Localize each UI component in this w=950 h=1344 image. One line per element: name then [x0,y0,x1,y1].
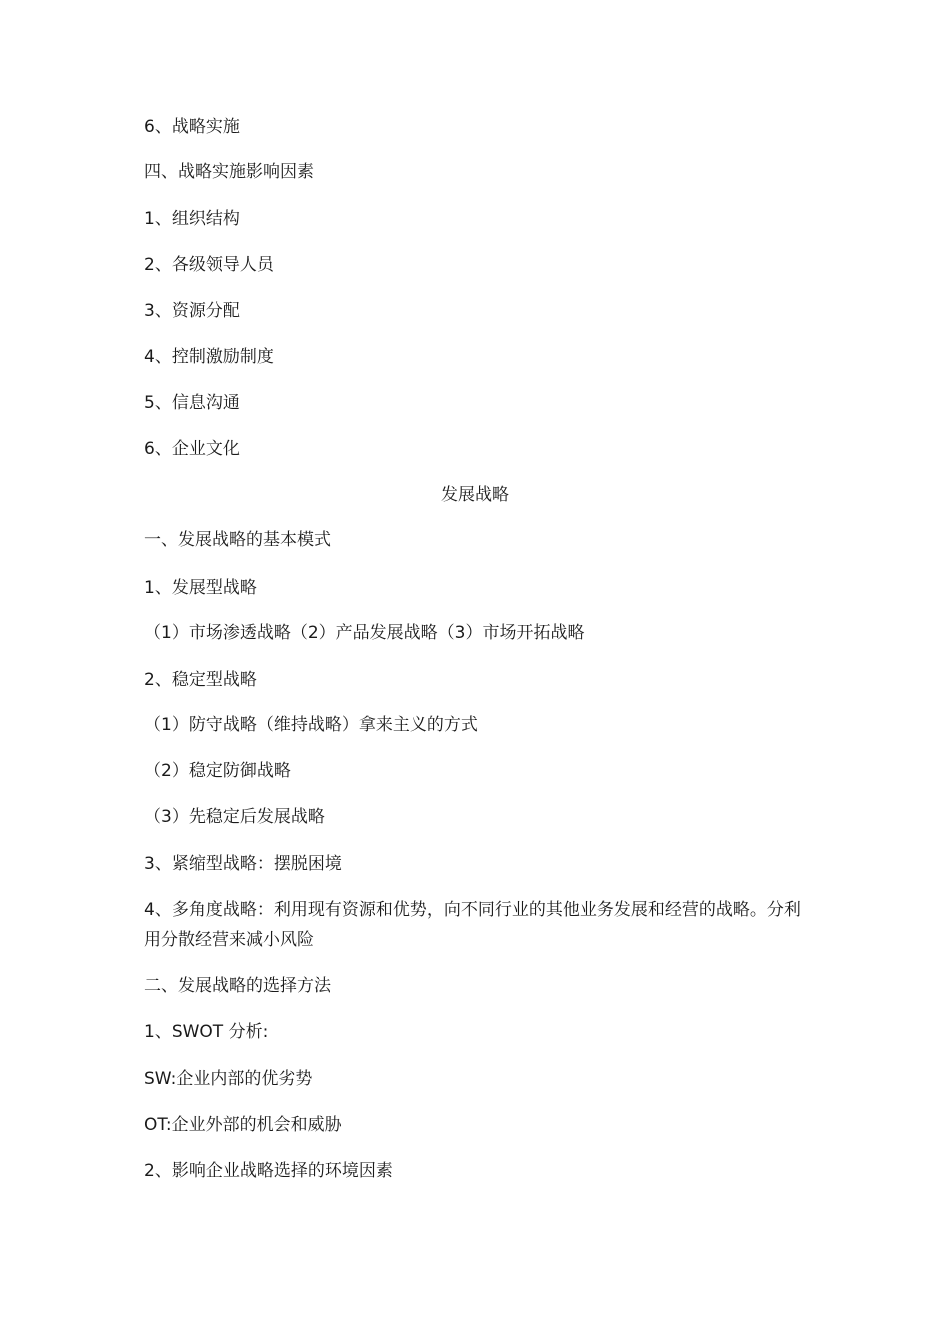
item-sw-definition: SW:企业内部的优劣势 [144,1069,313,1089]
item-defensive-strategy: （1）防守战略（维持战略）拿来主义的方式 [144,715,478,735]
section-heading-selection-methods: 二、发展战略的选择方法 [144,976,331,996]
item-control-incentive: 4、控制激励制度 [144,347,274,367]
item-growth-substrategies: （1）市场渗透战略（2）产品发展战略（3）市场开拓战略 [144,623,585,643]
item-stable-defense: （2）稳定防御战略 [144,761,291,781]
item-environment-factors: 2、影响企业战略选择的环境因素 [144,1161,393,1181]
item-resource-allocation: 3、资源分配 [144,301,240,321]
item-corporate-culture: 6、企业文化 [144,439,240,459]
item-strategy-implementation: 6、战略实施 [144,117,240,137]
page-title: 发展战略 [441,485,509,505]
item-retrenchment-strategy: 3、紧缩型战略：摆脱困境 [144,854,342,874]
item-diversification-strategy: 4、多角度战略：利用现有资源和优势，向不同行业的其他业务发展和经营的战略。分利用分散经营来减小风险 [144,900,801,950]
item-ot-definition: OT:企业外部的机会和威胁 [144,1115,342,1135]
item-communication: 5、信息沟通 [144,393,240,413]
section-heading-implementation-factors: 四、战略实施影响因素 [144,162,314,182]
item-swot-analysis: 1、SWOT 分析: [144,1022,269,1042]
item-stable-strategy: 2、稳定型战略 [144,670,257,690]
item-growth-strategy: 1、发展型战略 [144,578,257,598]
item-stable-then-grow: （3）先稳定后发展战略 [144,807,325,827]
item-leadership: 2、各级领导人员 [144,255,274,275]
item-organization-structure: 1、组织结构 [144,209,240,229]
section-heading-basic-modes: 一、发展战略的基本模式 [144,530,331,550]
